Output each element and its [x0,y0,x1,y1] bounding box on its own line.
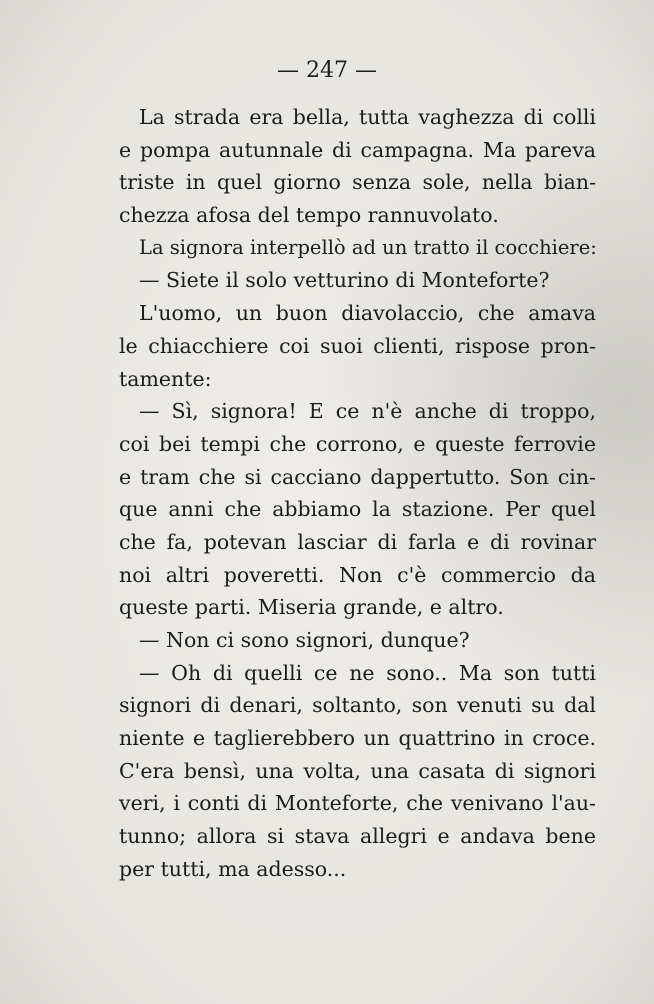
text-line: que anni che abbiamo la stazione. Per quel [119,497,596,522]
text-line: niente e taglierebbero un quattrino in croce. [119,726,596,751]
text-line: L'uomo, un buon diavolaccio, che amava [139,301,596,326]
page-text [119,101,596,886]
text-line: La strada era bella, tutta vaghezza di colli [139,105,596,129]
text-line: signori di denari, soltanto, son venuti su dal [119,693,596,718]
text-line: — Siete il solo vetturino di Monteforte? [139,268,550,293]
text-line: La signora interpellò ad un tratto il cocchiere: [139,235,597,259]
text-line: le chiacchiere coi suoi clienti, rispose pron- [119,333,596,358]
text-line: per tutti, ma adesso... [119,856,347,881]
text-line: queste parti. Miseria grande, e altro. [119,595,504,620]
text-line: coi bei tempi che corrono, e queste ferrovie [119,431,596,456]
text-line: triste in quel giorno senza sole, nella bian- [119,170,596,195]
text-line: e tram che si cacciano dappertutto. Son cin- [119,464,596,489]
text-line: — Sì, signora! E ce n'è anche di troppo, [139,399,596,424]
text-line: tamente: [119,366,212,391]
text-line: — Non ci sono signori, dunque? [139,628,470,652]
text-line: veri, i conti di Monteforte, che venivano l'au- [119,791,596,816]
text-line: chezza afosa del tempo rannuvolato. [119,203,499,228]
text-line: che fa, potevan lasciar di farla e di rovinar [119,529,596,554]
text-line: e pompa autunnale di campagna. Ma pareva [119,137,596,162]
text-line: — Oh di quelli ce ne sono.. Ma son tutti [139,660,596,685]
text-line: C'era bensì, una volta, una casata di signori [119,758,596,783]
text-line: noi altri poveretti. Non c'è commercio da [119,562,596,587]
page-number: — 247 — [277,58,377,83]
text-line: tunno; allora si stava allegri e andava bene [119,824,596,849]
